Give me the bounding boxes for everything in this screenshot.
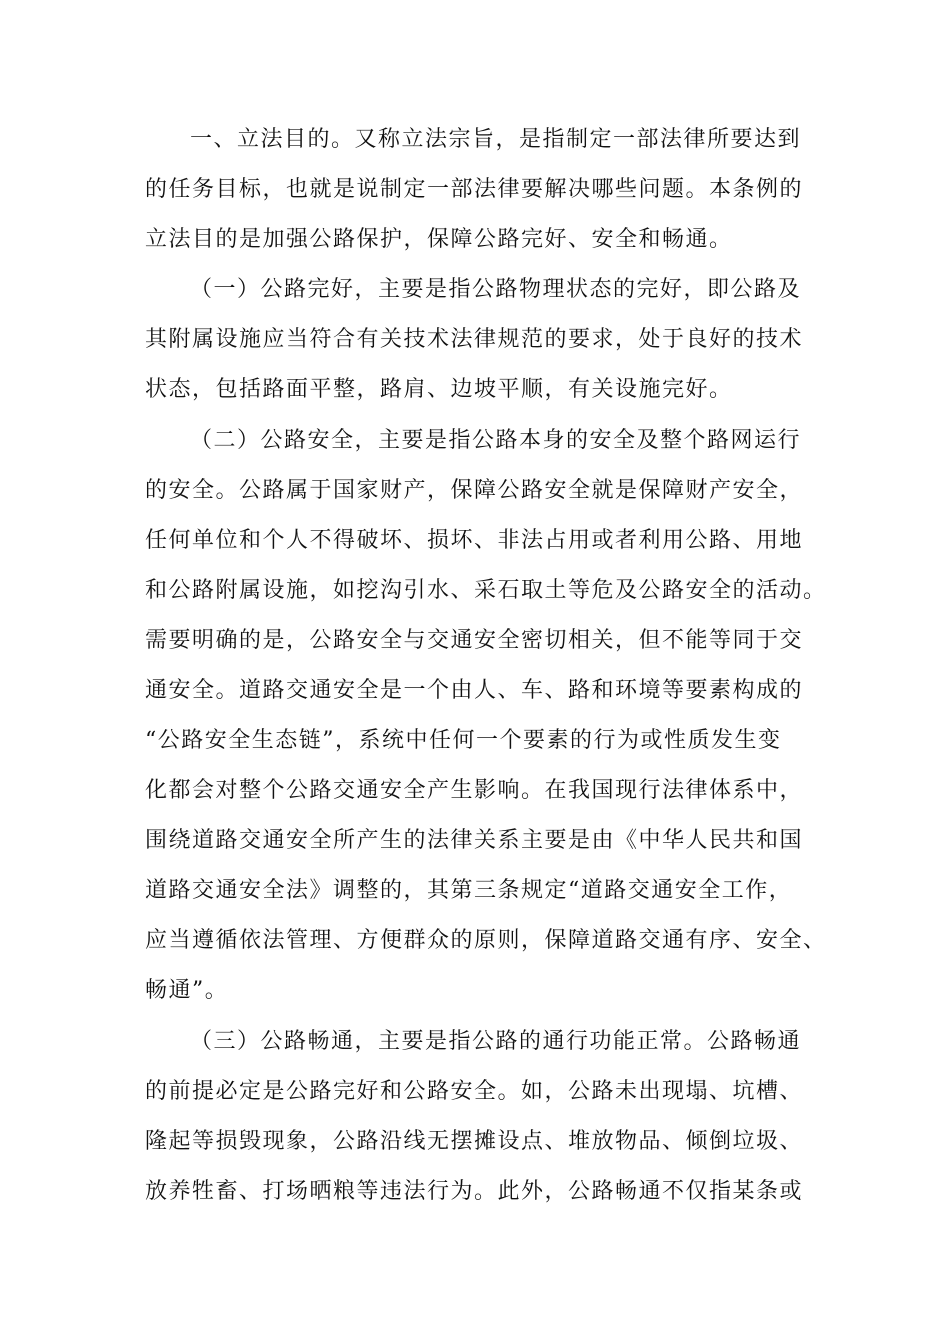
- paragraph-line: 的任务目标，也就是说制定一部法律要解决哪些问题。本条例的: [145, 177, 804, 202]
- paragraph-line: 任何单位和个人不得破坏、损坏、非法占用或者利用公路、用地: [145, 528, 804, 553]
- paragraph-line: 状态，包括路面平整，路肩、边坡平顺，有关设施完好。: [145, 377, 733, 402]
- paragraph-line: 畅通”。: [145, 978, 229, 1003]
- paragraph-line: 的前提必定是公路完好和公路安全。如，公路未出现塌、坑槽、: [145, 1079, 804, 1104]
- paragraph-line: （一）公路完好，主要是指公路物理状态的完好，即公路及: [190, 277, 802, 302]
- paragraph-line: 化都会对整个公路交通安全产生影响。在我国现行法律体系中，: [145, 778, 804, 803]
- paragraph-line: 围绕道路交通安全所产生的法律关系主要是由《中华人民共和国: [145, 828, 804, 853]
- paragraph-line: “公路安全生态链”，系统中任何一个要素的行为或性质发生变: [145, 728, 782, 753]
- paragraph-line: （二）公路安全，主要是指公路本身的安全及整个路网运行: [190, 428, 802, 453]
- paragraph-line: 隆起等损毁现象，公路沿线无摆摊设点、堆放物品、倾倒垃圾、: [145, 1129, 804, 1154]
- paragraph-line: 放养牲畜、打场晒粮等违法行为。此外，公路畅通不仅指某条或: [145, 1179, 804, 1204]
- paragraph-line: 应当遵循依法管理、方便群众的原则，保障道路交通有序、安全、: [145, 928, 827, 953]
- paragraph-line: 的安全。公路属于国家财产，保障公路安全就是保障财产安全，: [145, 478, 804, 503]
- paragraph-line: 其附属设施应当符合有关技术法律规范的要求，处于良好的技术: [145, 327, 804, 352]
- paragraph-line: 需要明确的是，公路安全与交通安全密切相关，但不能等同于交: [145, 628, 804, 653]
- paragraph-line: 一、立法目的。又称立法宗旨，是指制定一部法律所要达到: [190, 127, 802, 152]
- paragraph-line: 立法目的是加强公路保护，保障公路完好、安全和畅通。: [145, 227, 733, 252]
- paragraph-line: （三）公路畅通，主要是指公路的通行功能正常。公路畅通: [190, 1029, 802, 1054]
- paragraph-line: 通安全。道路交通安全是一个由人、车、路和环境等要素构成的: [145, 678, 804, 703]
- paragraph-line: 和公路附属设施，如挖沟引水、采石取土等危及公路安全的活动。: [145, 578, 827, 603]
- paragraph-line: 道路交通安全法》调整的，其第三条规定“道路交通安全工作，: [145, 878, 793, 903]
